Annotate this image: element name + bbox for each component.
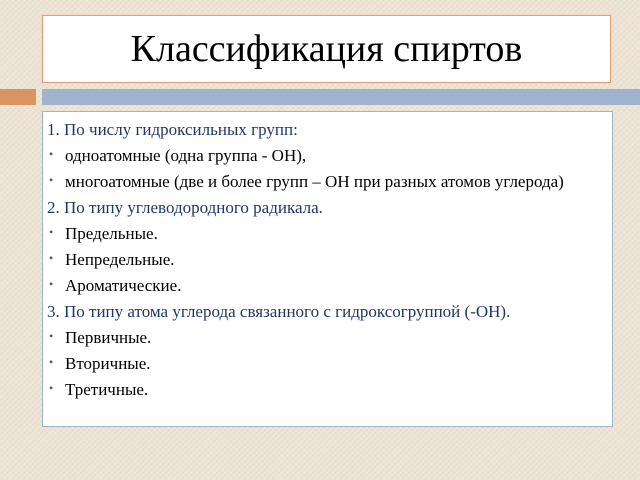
list-item-text: Вторичные.	[65, 354, 151, 373]
section-heading-radical-type: 2. По типу углеводородного радикала.	[47, 198, 323, 217]
list-item	[47, 143, 612, 169]
slide-title: Классификация спиртов	[130, 28, 523, 70]
bullet-icon: •	[49, 225, 54, 239]
list-item-text: одноатомные (одна группа - ОН),	[65, 146, 307, 165]
list-item	[47, 247, 612, 273]
list-item	[47, 377, 612, 403]
list-item	[47, 221, 612, 247]
divider-accent-orange	[0, 89, 36, 105]
bullet-icon: •	[49, 329, 54, 343]
bullet-icon: •	[49, 355, 54, 369]
list-item	[47, 273, 612, 299]
bullet-icon: •	[49, 147, 54, 161]
list-item	[47, 325, 612, 351]
bullet-icon: •	[49, 173, 54, 187]
list-item	[47, 169, 612, 195]
list-item	[47, 351, 612, 377]
divider-accent-blue	[42, 89, 640, 105]
list-item-text: Предельные.	[65, 224, 158, 243]
bullet-icon: •	[49, 251, 54, 265]
bullet-icon: •	[49, 381, 54, 395]
content-box	[42, 111, 613, 427]
bullet-icon: •	[49, 277, 54, 291]
list-item-text: многоатомные (две и более групп – ОН при разных атомов углерода)	[65, 172, 564, 191]
list-item-text: Первичные.	[65, 328, 152, 347]
title-box	[42, 15, 611, 83]
list-item-text: Непредельные.	[65, 250, 175, 269]
section-heading-carbon-atom-type: 3. По типу атома углерода связанного с гидроксогруппой (-ОН).	[47, 302, 511, 321]
list-item-text: Ароматические.	[65, 276, 182, 295]
list-item-text: Третичные.	[65, 380, 149, 399]
section-heading-hydroxyl-count: 1. По числу гидроксильных групп:	[47, 120, 298, 139]
